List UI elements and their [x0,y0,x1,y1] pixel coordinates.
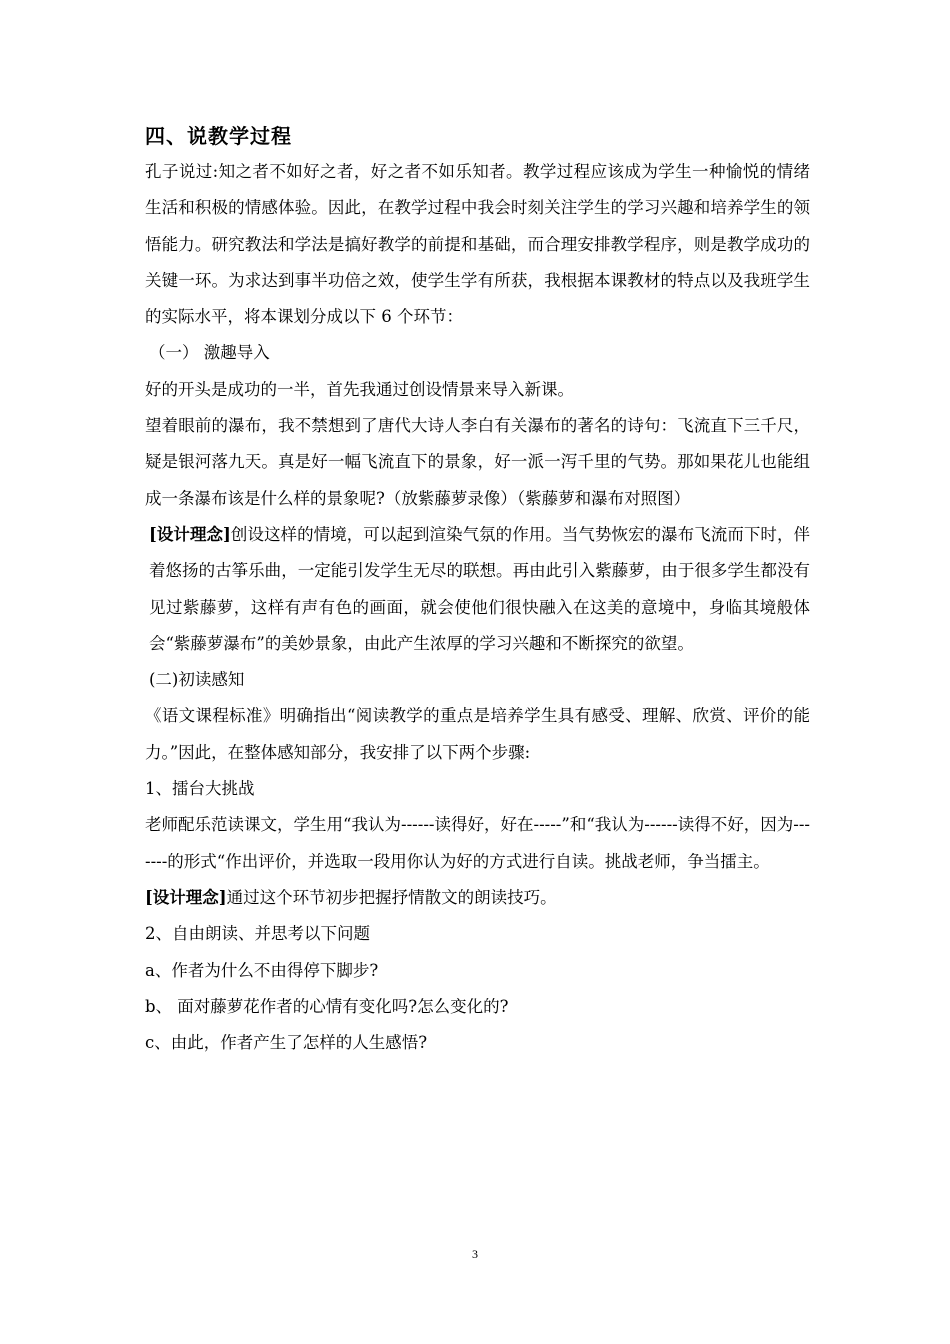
part2-title: (二)初读感知 [149,670,245,690]
part1-paragraph-1: 好的开头是成功的一半，首先我通过创设情景来导入新课。 [145,379,574,399]
step1-text: 老师配乐范读课文，学生用“我认为------读得好，好在-----”和“我认为------读得不好，因为-------的形式“作出评价，并选取一段用你认为好的方式进行自读。挑战老师，争当擂主。 [145,815,810,871]
part1-paragraph-2: 望着眼前的瀑布，我不禁想到了唐代大诗人李白有关瀑布的著名的诗句：飞流直下三千尺，疑是银河落九天。真是好一幅飞流直下的景象，好一派一泻千里的气势。那如果花儿也能组成一条瀑布该是什么样的景象呢?（放紫藤萝录像）（紫藤萝和瀑布对照图） [145,416,810,508]
step1-title: 1、擂台大挑战 [145,779,255,799]
part1-design-note [145,517,810,662]
part1-title: （一） 激趣导入 [149,343,270,363]
section-title: 四、说教学过程 [145,124,292,148]
question-c: c、由此，作者产生了怎样的人生感悟? [145,1033,428,1053]
page-content [145,118,810,1061]
design-text: 通过这个环节初步把握抒情散文的朗读技巧。 [226,887,557,907]
page-number: 3 [472,1247,478,1261]
design-label: [设计理念] [145,887,227,907]
question-b: b、 面对藤萝花作者的心情有变化吗?怎么变化的? [145,996,509,1016]
design-label: [设计理念] [149,524,231,544]
part2-design-note [145,880,810,916]
step2-title: 2、自由朗读、并思考以下问题 [145,924,370,944]
intro-paragraph: 孔子说过:知之者不如好之者，好之者不如乐知者。教学过程应该成为学生一种愉悦的情绪生活和积极的情感体验。因此，在教学过程中我会时刻关注学生的学习兴趣和培养学生的领悟能力。研究教法和学法是搞好教学的前提和基础，而合理安排教学程序，则是教学成功的关键一环。为求达到事半功倍之效，使学生学有所获，我根据本课教材的特点以及我班学生的实际水平，将本课划分成以下 6 个环节： [145,162,810,327]
question-a: a、作者为什么不由得停下脚步? [145,960,379,980]
part2-paragraph-1: 《语文课程标准》明确指出“阅读教学的重点是培养学生具有感受、理解、欣赏、评价的能力。”因此，在整体感知部分，我安排了以下两个步骤: [145,706,810,762]
design-text: 创设这样的情境，可以起到渲染气氛的作用。当气势恢宏的瀑布飞流而下时，伴着悠扬的古筝乐曲，一定能引发学生无尽的联想。再由此引入紫藤萝，由于很多学生都没有见过紫藤萝，这样有声有色的画面，就会使他们很快融入在这美的意境中，身临其境般体会“紫藤萝瀑布”的美妙景象，由此产生浓厚的学习兴趣和不断探究的欲望。 [149,524,810,653]
